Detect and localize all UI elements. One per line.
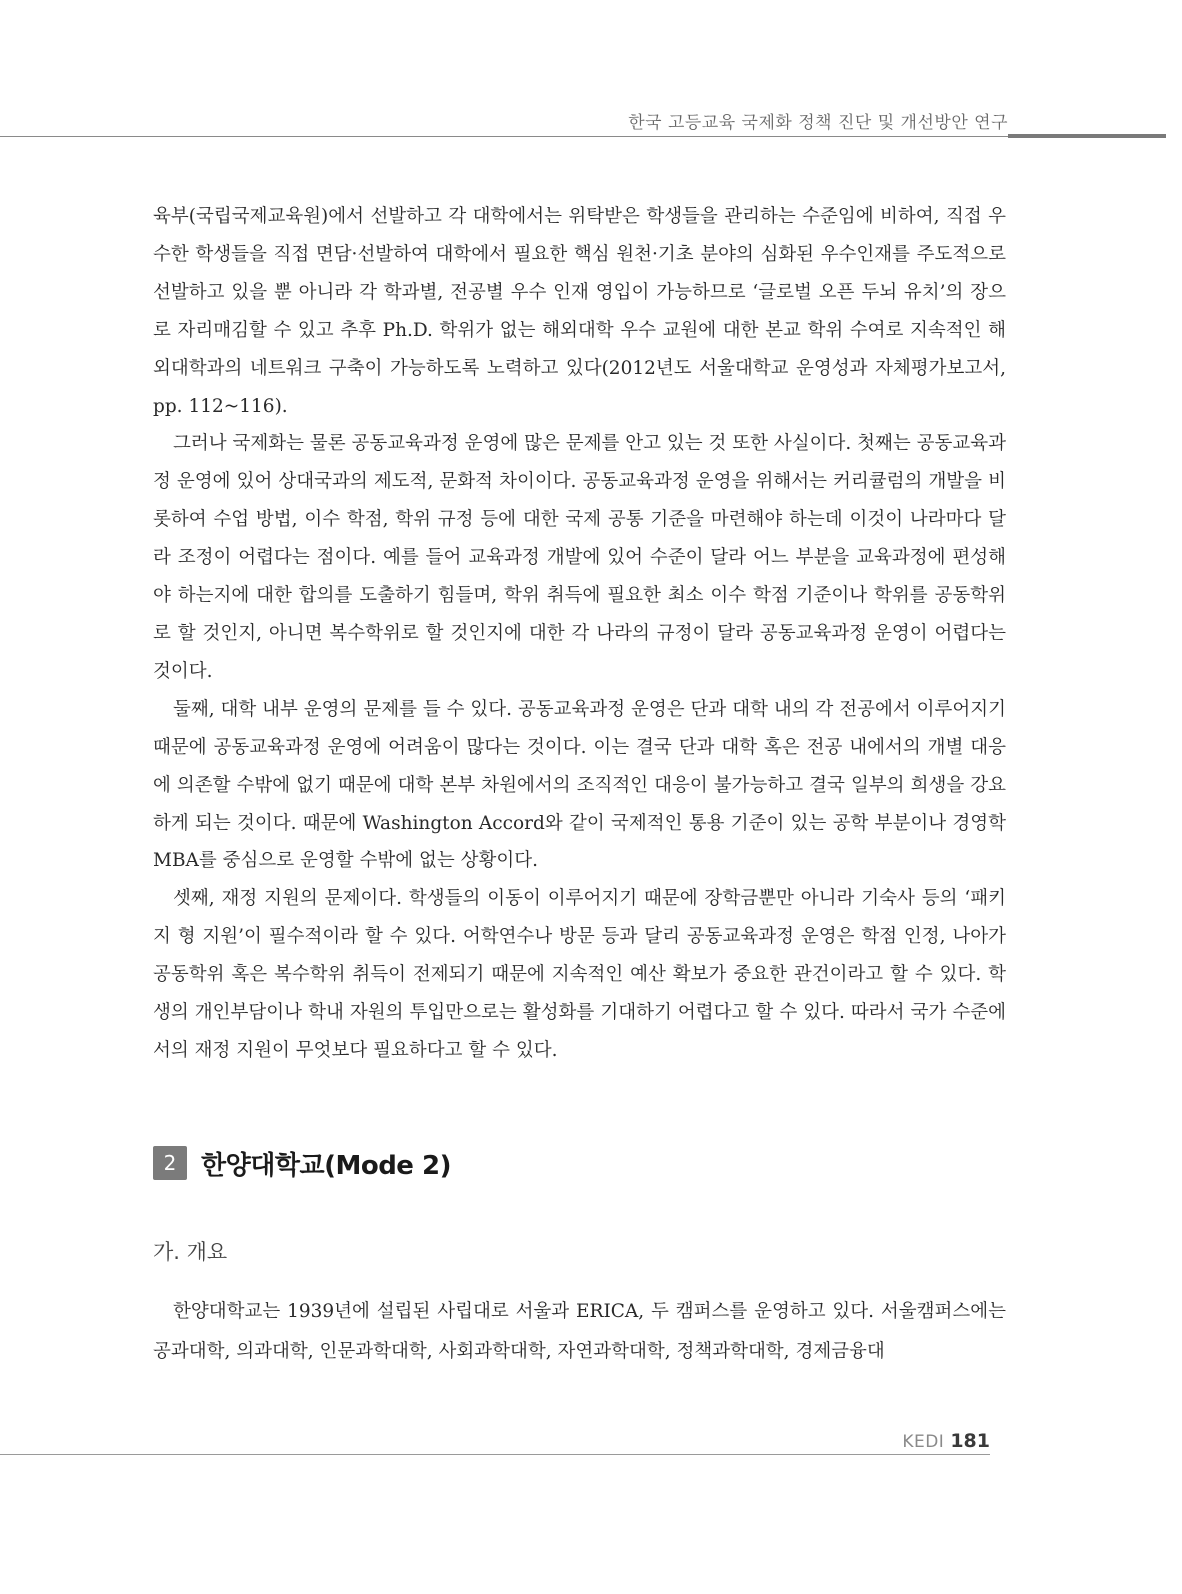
page-number: 181 bbox=[950, 1430, 990, 1452]
section-body-text bbox=[153, 1292, 1006, 1372]
section-heading bbox=[153, 1146, 451, 1180]
running-header-title: 한국 고등교육 국제화 정책 진단 및 개선방안 연구 bbox=[628, 113, 1008, 133]
header-rule bbox=[0, 136, 1008, 137]
paragraph: 한양대학교는 1939년에 설립된 사립대로 서울과 ERICA, 두 캠퍼스를 운영하고 있다. 서울캠퍼스에는 공과대학, 의과대학, 인문과학대학, 사회과학대학, 자연과학대학, 정책과학대학, 경제금융대 bbox=[153, 1301, 1006, 1362]
body-text bbox=[153, 198, 1006, 1070]
section-number-badge: 2 bbox=[153, 1146, 187, 1180]
footer-org: KEDI bbox=[902, 1432, 945, 1452]
paragraph: 그러나 국제화는 물론 공동교육과정 운영에 많은 문제를 안고 있는 것 또한 사실이다. 첫째는 공동교육과정 운영에 있어 상대국과의 제도적, 문화적 차이이다. 공동교육과정 운영을 위해서는 커리큘럼의 개발을 비롯하여 수업 방법, 이수 학점, 학위 규정 등에 대한 국제 공통 기준을 마련해야 하는데 이것이 나라마다 달라 조정이 어렵다는 점이다. 예를 들어 교육과정 개발에 있어 수준이 달라 어느 부분을 교육과정에 편성해야 하는지에 대한 합의를 도출하기 힘들며, 학위 취득에 필요한 최소 이수 학점 기준이나 학위를 공동학위로 할 것인지, 아니면 복수학위로 할 것인지에 대한 각 나라의 규정이 달라 공동교육과정 운영이 어렵다는 것이다. bbox=[153, 433, 1006, 682]
subsection-title: 가. 개요 bbox=[153, 1240, 228, 1264]
header-rule-accent bbox=[1008, 134, 1166, 138]
paragraph-continued: 육부(국립국제교육원)에서 선발하고 각 대학에서는 위탁받은 학생들을 관리하는 수준임에 비하여, 직접 우수한 학생들을 직접 면담·선발하여 대학에서 필요한 핵심 원천·기초 분야의 심화된 우수인재를 주도적으로 선발하고 있을 뿐 아니라 각 학과별, 전공별 우수 인재 영입이 가능하므로 ‘글로벌 오픈 두뇌 유치’의 장으로 자리매김할 수 있고 추후 Ph.D. 학위가 없는 해외대학 우수 교원에 대한 본교 학위 수여로 지속적인 해외대학과의 네트워크 구축이 가능하도록 노력하고 있다(2012년도 서울대학교 운영성과 자체평가보고서, pp. 112~116). bbox=[153, 206, 1006, 417]
paragraph: 셋째, 재정 지원의 문제이다. 학생들의 이동이 이루어지기 때문에 장학금뿐만 아니라 기숙사 등의 ‘패키지 형 지원’이 필수적이라 할 수 있다. 어학연수나 방문 등과 달리 공동교육과정 운영은 학점 인정, 나아가 공동학위 혹은 복수학위 취득이 전제되기 때문에 지속적인 예산 확보가 중요한 관건이라고 할 수 있다. 학생의 개인부담이나 학내 자원의 투입만으로는 활성화를 기대하기 어렵다고 할 수 있다. 따라서 국가 수준에서의 재정 지원이 무엇보다 필요하다고 할 수 있다. bbox=[153, 888, 1006, 1061]
page-footer bbox=[0, 1430, 990, 1452]
section-title: 한양대학교(Mode 2) bbox=[201, 1150, 451, 1181]
paragraph: 둘째, 대학 내부 운영의 문제를 들 수 있다. 공동교육과정 운영은 단과 대학 내의 각 전공에서 이루어지기 때문에 공동교육과정 운영에 어려움이 많다는 것이다. 이는 결국 단과 대학 혹은 전공 내에서의 개별 대응에 의존할 수밖에 없기 때문에 대학 본부 차원에서의 조직적인 대응이 불가능하고 결국 일부의 희생을 강요하게 되는 것이다. 때문에 Washington Accord와 같이 국제적인 통용 기준이 있는 공학 부분이나 경영학 MBA를 중심으로 운영할 수밖에 없는 상황이다. bbox=[153, 698, 1006, 872]
footer-rule bbox=[0, 1454, 990, 1455]
